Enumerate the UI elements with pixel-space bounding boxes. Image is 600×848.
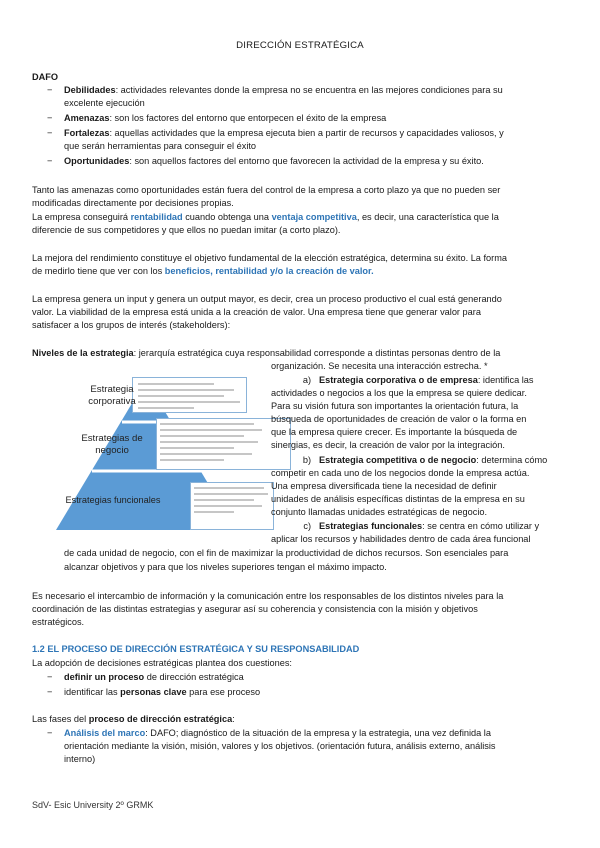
pyramid-top-label: Estrategia corporativa [88,384,136,407]
nivel-b-line: b) Estrategia competitiva o de negocio: determina cómo [302,455,548,465]
paragraph-line: diferencie de sus competidores y que ellos no puedan imitar (a corto plazo). [32,225,341,235]
paragraph-line: valor. La viabilidad de la empresa está unida a la creación de valor. Una empresa tiene que generar valor para [32,307,481,317]
nivel-c-line: alcanzar objetivos y para que los niveles superiores tengan el máximo impacto. [64,562,387,572]
question-item: definir un proceso de dirección estratégica [64,672,244,682]
section-intro: La adopción de decisiones estratégicas plantea dos cuestiones: [32,658,292,668]
paragraph-line: modificadas directamente por decisiones propias. [32,198,234,208]
paragraph-line: La mejora del rendimiento constituye el objetivo fundamental de la elección estratégica, determina su éxito. La forma [32,253,507,263]
fase-item-analisis-cont: interno) [64,754,96,764]
pyramid-bottom-label: Estrategias funcionales [65,495,161,505]
dafo-item-fortalezas: Fortalezas: aquellas actividades que la empresa ejecuta bien a partir de recursos y capacidades valiosos, y [64,128,504,138]
dafo-heading: DAFO [32,72,59,82]
page-title: DIRECCIÓN ESTRATÉGICA [236,40,364,51]
paragraph-line-rentabilidad: La empresa conseguirá rentabilidad cuando obtenga una ventaja competitiva, es decir, una característica que la [32,212,499,222]
niveles-line: Niveles de la estrategia: jerarquía estratégica cuya responsabilidad corresponde a distintas personas dentro de la [32,348,501,358]
dafo-item-debilidades-cont: excelente ejecución [64,98,145,108]
nivel-b-line: competir en cada uno de los negocios donde la empresa actúa. [271,468,530,478]
bullet-dash: − [47,128,53,138]
dafo-item-debilidades: Debilidades: actividades relevantes donde la empresa no se encuentra en las mejores condiciones para su [64,85,503,95]
fase-item-analisis: Análisis del marco: DAFO; diagnóstico de la situación de la empresa y la estrategia, una vez definida la [64,728,491,738]
bullet-dash: − [47,728,53,738]
nivel-c-line: aplicar los recursos y habilidades dentro de cada área funcional [271,534,531,544]
niveles-line: organización. Se necesita una interacción estrecha. * [271,361,488,371]
dafo-item-oportunidades: Oportunidades: son aquellos factores del entorno que favorecen la actividad de la empresa y su éxito. [64,156,484,166]
bullet-dash: − [47,113,53,123]
paragraph-line: La empresa genera un input y genera un output mayor, es decir, crea un proceso productivo el cual está generando [32,294,502,304]
section-heading: 1.2 EL PROCESO DE DIRECCIÓN ESTRATÉGICA Y SU RESPONSABILIDAD [32,644,360,654]
pyramid-mid-label: Estrategias de negocio [81,433,143,456]
nivel-a-line: que la empresa quiere crecer. Es importante la búsqueda de [271,427,518,437]
paragraph-line-beneficios: de medirlo tiene que ver con los beneficios, rentabilidad y/o la creación de valor. [32,266,374,276]
dafo-item-amenazas: Amenazas: son los factores del entorno que entorpecen el éxito de la empresa [64,113,387,123]
bullet-dash: − [47,672,53,682]
nivel-a-line: sinergias, es decir, la creación de valor por la integración. [271,440,505,450]
paragraph-line: estratégicos. [32,617,85,627]
paragraph-line: Tanto las amenazas como oportunidades están fuera del control de la empresa a corto plazo ya que no pueden ser [32,185,501,195]
fases-intro: Las fases del proceso de dirección estratégica: [32,714,235,724]
nivel-b-line: conjunto llamadas unidades estratégicas de negocio. [271,507,488,517]
bullet-dash: − [47,687,53,697]
nivel-c-line: c) Estrategias funcionales: se centra en cómo utilizar y [303,521,540,531]
nivel-a-line: a) Estrategia corporativa o de empresa: identifica las [302,375,534,385]
nivel-a-line: actividades o negocios a los que la empresa se quiere dedicar. [271,388,527,398]
dafo-item-fortalezas-cont: que serán herramientas para conseguir el éxito [64,141,257,151]
paragraph-line: satisfacer a los grupos de interés (stakeholders): [32,320,231,330]
paragraph-line: coordinación de las distintas estrategias y asegurar así su coherencia y consistencia con la misión y objetivos [32,604,478,614]
paragraph-line: Es necesario el intercambio de información y la comunicación entre los responsables de los distintos niveles para la [32,591,504,601]
fase-item-analisis-cont: orientación mediante la visión, misión, valores y los objetivos. (orientación futura, análisis externo, análisis [64,741,496,751]
nivel-c-line: de cada unidad de negocio, con el fin de maximizar la productividad de dichos recursos. Son esenciales para [64,548,509,558]
nivel-a-line: búsqueda de oportunidades de creación de valor o la forma en [271,414,527,424]
nivel-a-line: Para su visión futura son importantes la orientación futura, la [271,401,519,411]
nivel-b-line: unidades de análisis específicas distintas de la empresa en su [271,494,525,504]
page-footer: SdV- Esic University 2º GRMK [32,800,154,810]
bullet-dash: − [47,156,53,166]
nivel-b-line: Una empresa diversificada tiene la necesidad de definir [271,481,497,491]
question-item: identificar las personas clave para ese proceso [64,687,261,697]
bullet-dash: − [47,85,53,95]
